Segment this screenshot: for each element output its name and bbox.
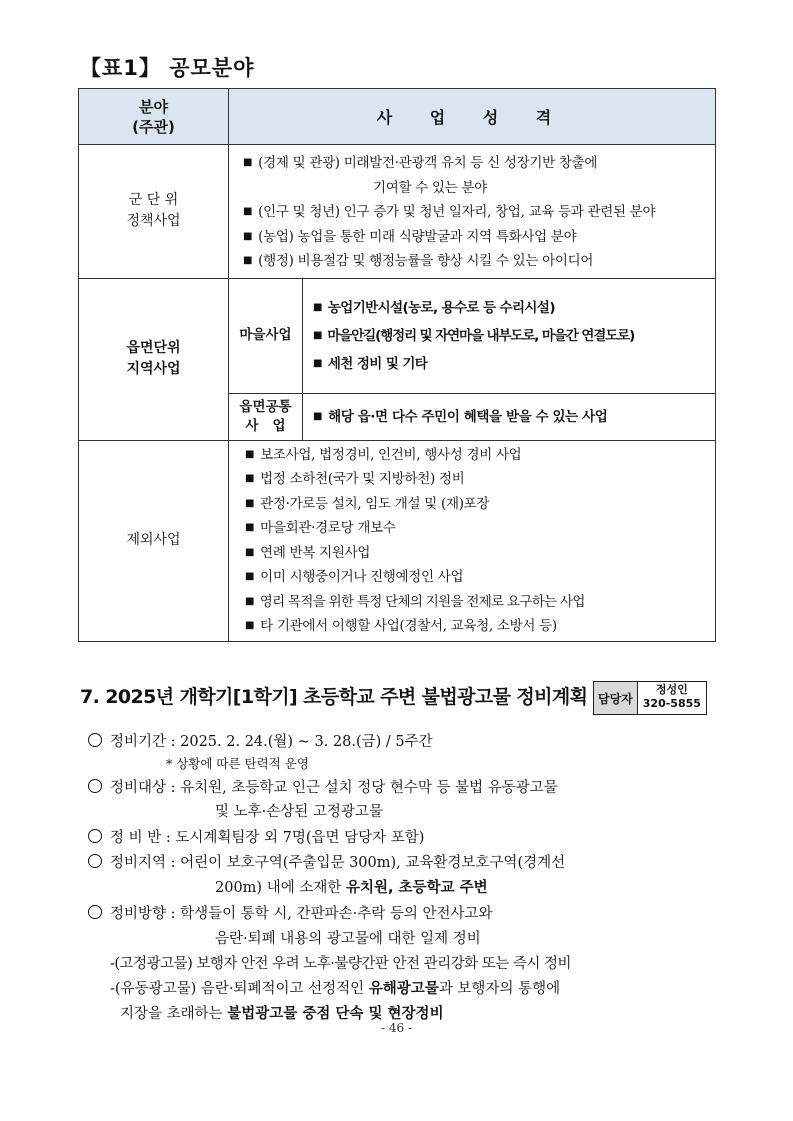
table-row (79, 278, 716, 393)
table-title: 【표1】 공모분야 (80, 56, 255, 80)
circle-bullet-icon (88, 854, 102, 868)
list-item: ■ 관정·가로등 설치, 임도 개설 및 (재)포장 (245, 495, 490, 512)
plan-period-note: * 상황에 따른 탄력적 운영 (166, 756, 309, 771)
list-item: ■ 법정 소하천(국가 및 지방하천) 정비 (245, 471, 465, 487)
list-item: ■ (행정) 비용절감 및 행정능률을 향상 시킬 수 있는 아이디어 (243, 253, 594, 269)
badge-label: 담당자 (594, 682, 638, 714)
list-item: ■ 마을회관·경로당 개보수 (245, 520, 396, 536)
village-items (303, 278, 716, 393)
circle-bullet-icon (88, 829, 102, 843)
plan-mobile-ads: -(유동광고물) 음란·퇴폐적이고 선정적인 유해광고물과 보행자의 통행에 (110, 981, 561, 997)
list-item: ■ 타 기관에서 이행할 사업(경찰서, 교육청, 소방서 등) (245, 618, 557, 634)
page-number: - 46 - (380, 1021, 412, 1035)
plan-fixed-ads: -(고정광고물) 보행자 안전 우려 노후·불량간판 안전 관리강화 또는 즉시 정비 (110, 956, 572, 972)
list-item: ■ (농업) 농업을 통한 미래 식량발굴과 지역 특화사업 분야 (243, 228, 577, 245)
sub-category-village: 마을사업 (229, 278, 303, 393)
row-category-excluded: 제외사업 (79, 440, 229, 641)
list-item: ■ 이미 시행중이거나 진행예정인 사업 (245, 569, 464, 585)
list-item: ■ 해당 읍·면 다수 주민이 혜택을 받을 수 있는 사업 (313, 408, 608, 425)
row-content-excluded (229, 440, 716, 641)
plan-area: 정비지역 : 어린이 보호구역(주출입문 300m), 교육환경보호구역(경계선 (88, 851, 565, 872)
plan-target: 정비대상 : 유치원, 초등학교 인근 설치 정당 현수막 등 불법 유동광고물 (88, 776, 558, 797)
plan-direction: 정비방향 : 학생들이 통학 시, 간판파손·추락 등의 안전사고와 (88, 902, 493, 923)
circle-bullet-icon (88, 733, 102, 747)
badge-contact: 정성인 320-5855 (642, 683, 701, 710)
common-items (303, 393, 716, 440)
list-item-continuation: 기여할 수 있는 분야 (373, 179, 487, 196)
circle-bullet-icon (88, 905, 102, 919)
plan-target-continuation: 및 노후·손상된 고정광고물 (215, 804, 383, 820)
table-header-row (79, 89, 716, 145)
list-item: ■ 영리 목적을 위한 특정 단체의 지원을 전제로 요구하는 사업 (245, 593, 585, 610)
table-row (79, 145, 716, 279)
list-item: ■ 연례 반복 지원사업 (245, 544, 371, 561)
plan-mobile-ads-continuation: 지장을 초래하는 불법광고물 중점 단속 및 현장정비 (120, 1006, 444, 1022)
row-category-eupmyeon: 읍면단위 지역사업 (79, 278, 229, 440)
sub-category-common: 읍면공통 사 업 (229, 393, 303, 440)
row-content-county (229, 145, 716, 279)
list-item: ■ (인구 및 청년) 인구 증가 및 청년 일자리, 창업, 교육 등과 관련된 분야 (243, 204, 656, 220)
list-item: ■ (경제 및 관광) 미래발전·관광객 유치 등 신 성장기반 창출에 (243, 155, 598, 171)
plan-team: 정 비 반 : 도시계획팀장 외 7명(읍면 담당자 포함) (88, 826, 424, 847)
section-title: 7. 2025년 개학기[1학기] 초등학교 주변 불법광고물 정비계획 (80, 686, 588, 708)
circle-bullet-icon (88, 779, 102, 793)
plan-period: 정비기간 : 2025. 2. 24.(월) ~ 3. 28.(금) / 5주간 (88, 730, 433, 751)
contest-field-table (78, 88, 716, 642)
table-row (79, 440, 716, 641)
list-item: ■ 보조사업, 법정경비, 인건비, 행사성 경비 사업 (245, 446, 522, 463)
plan-direction-continuation: 음란·퇴폐 내용의 광고물에 대한 일제 정비 (215, 931, 481, 947)
header-character: 사 업 성 격 (229, 89, 716, 145)
contact-badge (593, 681, 707, 715)
list-item: ■ 마을안길(행정리 및 자연마을 내부도로, 마을간 연결도로) (313, 327, 635, 344)
header-category: 분야 (주관) (79, 89, 229, 145)
list-item: ■ 세천 정비 및 기타 (313, 355, 428, 372)
list-item: ■ 농업기반시설(농로, 용수로 등 수리시설) (313, 299, 555, 316)
plan-area-continuation: 200m) 내에 소재한 유치원, 초등학교 주변 (215, 880, 488, 896)
row-category-county: 군 단 위 정책사업 (79, 145, 229, 279)
